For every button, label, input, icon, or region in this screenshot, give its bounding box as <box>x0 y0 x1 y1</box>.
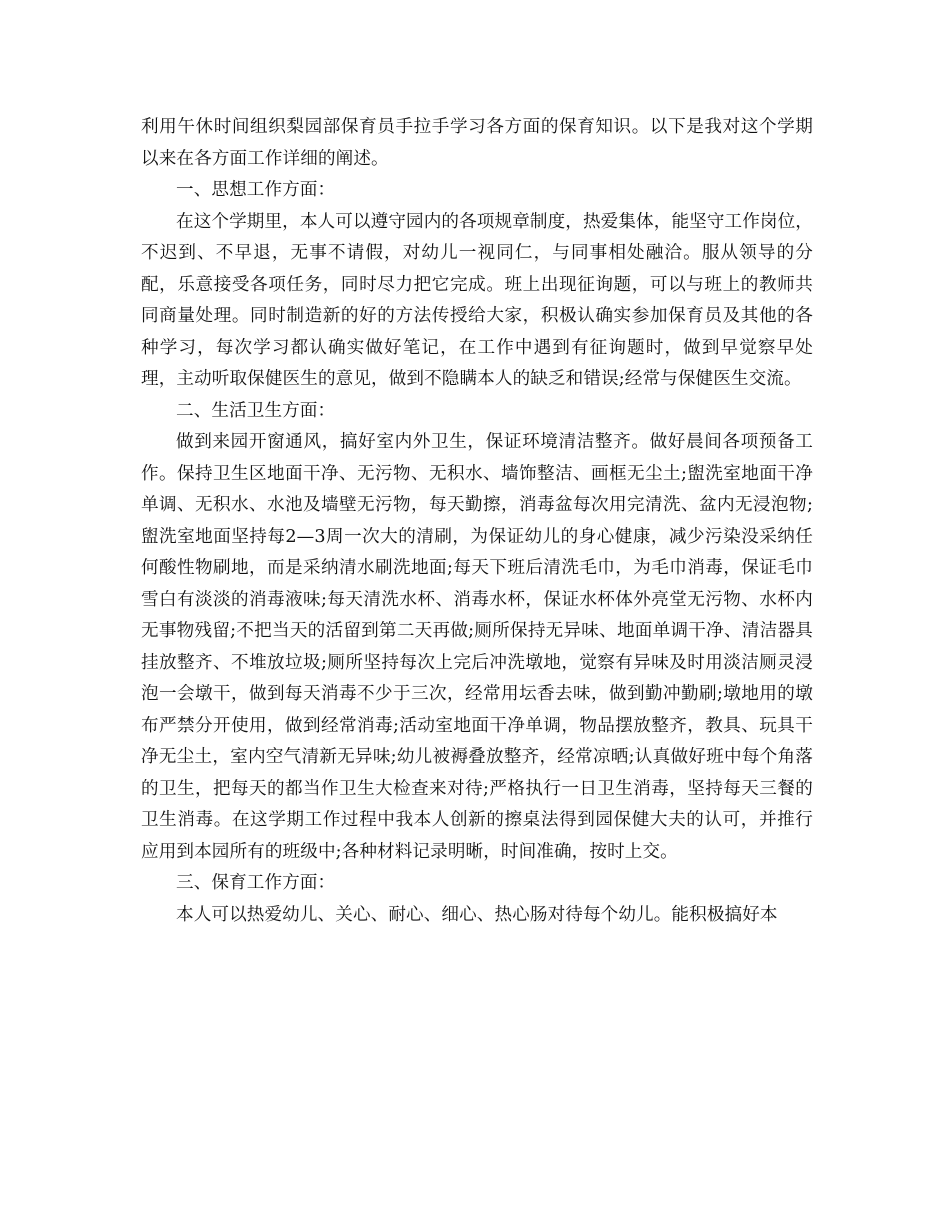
paragraph-thought-work: 在这个学期里，本人可以遵守园内的各项规章制度，热爱集体，能坚守工作岗位，不迟到、不早退，无事不请假，对幼儿一视同仁，与同事相处融洽。服从领导的分配，乐意接受各项任务，同时尽力把它完成。班上出现征询题，可以与班上的教师共同商量处理。同时制造新的好的方法传授给大家，积极认确实参加保育员及其他的各种学习，每次学习都认确实做好笔记，在工作中遇到有征询题时，做到早觉察早处理，主动听取保健医生的意见，做到不隐瞒本人的缺乏和错误;经常与保健医生交流。 <box>141 211 813 389</box>
paragraph-care-work: 本人可以热爱幼儿、关心、耐心、细心、热心肠对待每个幼儿。能积极搞好本 <box>176 904 778 925</box>
section-heading-thought: 一、思想工作方面： <box>176 180 336 200</box>
document-body <box>141 112 813 931</box>
section-heading-hygiene: 二、生活卫生方面： <box>176 400 336 421</box>
paragraph-hygiene-work: 做到来园开窗通风，搞好室内外卫生，保证环境清洁整齐。做好晨间各项预备工作。保持卫生区地面干净、无污物、无积水、墙饰整洁、画框无尘土;盥洗室地面干净单调、无积水、水池及墙壁无污物，每天勤擦，消毒盆每次用完清洗、盆内无浸泡物;盥洗室地面坚持每2—3周一次大的清刷，为保证幼儿的身心健康，减少污染没采纳任何酸性物刷地，而是采纳清水刷洗地面;每天下班后清洗毛巾，为毛巾消毒，保证毛巾雪白有淡淡的消毒液味;每天清洗水杯、消毒水杯，保证水杯体外亮堂无污物、水杯内无事物残留;不把当天的活留到第二天再做;厕所保持无异味、地面单调干净、清洁器具挂放整齐、不堆放垃圾;厕所坚持每次上完后冲洗墩地，觉察有异味及时用淡洁厕灵浸泡一会墩干，做到每天消毒不少于三次，经常用坛香去味，做到勤冲勤刷;墩地用的墩布严禁分开使用，做到经常消毒;活动室地面干净单调，物品摆放整齐，教具、玩具干净无尘土，室内空气清新无异味;幼儿被褥叠放整齐，经常凉晒;认真做好班中每个角落的卫生，把每天的都当作卫生大检查来对待;严格执行一日卫生消毒，坚持每天三餐的卫生消毒。在这学期工作过程中我本人创新的擦桌法得到园保健大夫的认可，并推行应用到本园所有的班级中;各种材料记录明晰，时间准确，按时上交。 <box>141 432 813 862</box>
section-heading-care: 三、保育工作方面： <box>176 873 336 893</box>
paragraph-intro: 利用午休时间组织梨园部保育员手拉手学习各方面的保育知识。以下是我对这个学期以来在各方面工作详细的阐述。 <box>141 117 813 169</box>
